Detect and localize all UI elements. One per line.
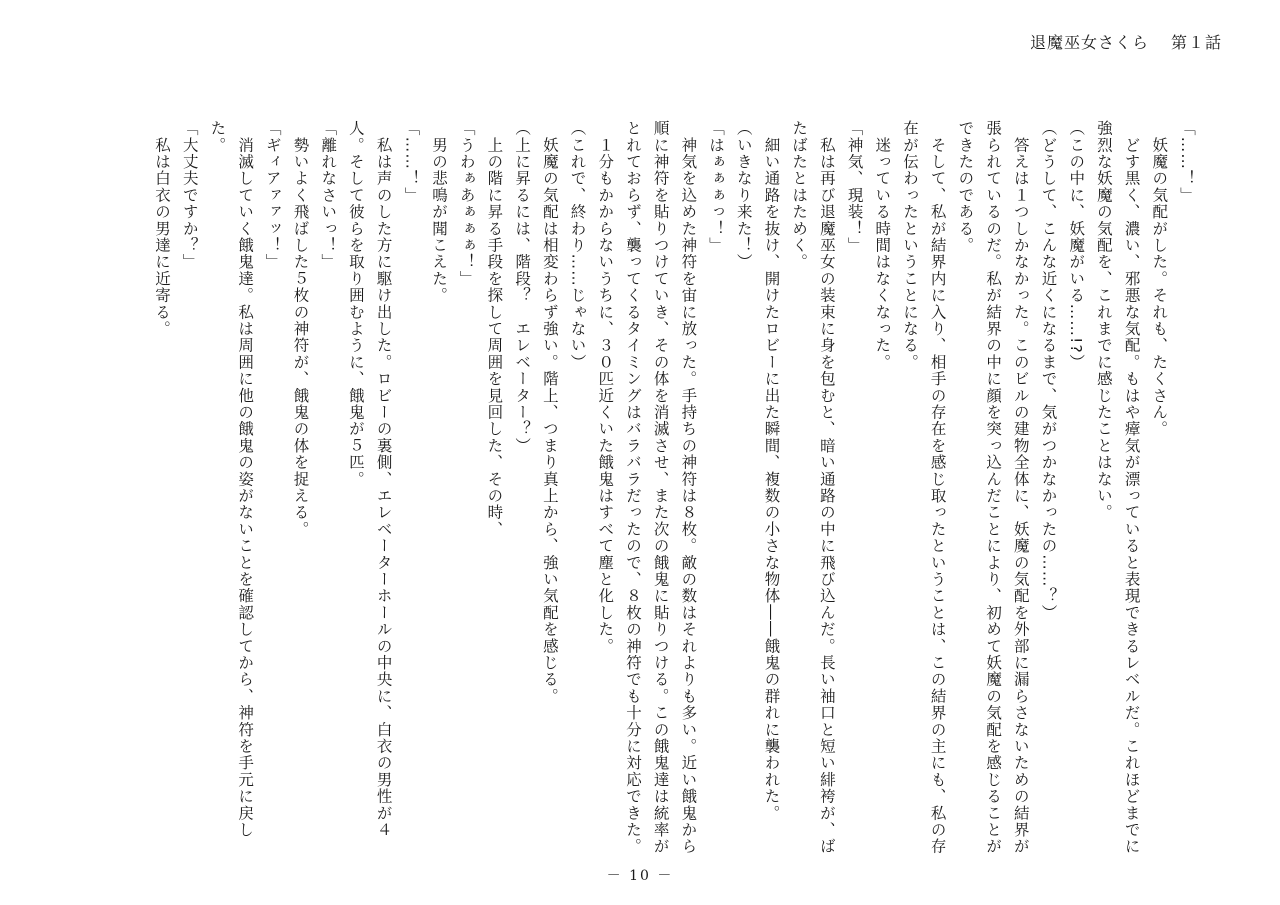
paragraph: （どうして、こんな近くになるまで、気がつかなかったの……？） [1039, 120, 1058, 621]
body-text [75, 120, 1200, 860]
paragraph: 「神気、現装！」 [845, 120, 864, 254]
paragraph: 「離れなさいっ！」 [319, 120, 338, 271]
paragraph: （上に昇るには、階段？ エレベーター？） [513, 120, 532, 454]
paragraph: 私は白衣の男達に近寄る。 [152, 120, 171, 338]
paragraph: １分もかからないうちに、３０匹近くいた餓鬼はすべて塵と化した。 [596, 120, 615, 655]
paragraph: 答えは１つしかなかった。このビルの建物全体に、妖魔の気配を外部に漏らさないための結界が張られているのだ。私が結界の中に顔を突っ込んだことにより、初めて妖魔の気配を感じることができたのである。 [956, 120, 1030, 855]
paragraph: 細い通路を抜け、開けたロビーに出た瞬間、複数の小さな物体――餓鬼の群れに襲われた。 [762, 120, 781, 822]
book-title: 退魔巫女さくら [1029, 33, 1149, 52]
paragraph: （これで、終わり……じゃない） [568, 120, 587, 371]
paragraph: 神気を込めた神符を宙に放った。手持ちの神符は８枚。敵の数はそれよりも多い。近い餓鬼から順に神符を貼りつけていき、その体を消滅させ、また次の餓鬼に貼りつける。この餓鬼達は統率がとれておらず、襲ってくるタイミングはバラバラだったので、８枚の神符でも十分に対応できた。 [623, 120, 698, 855]
paragraph: 私は再び退魔巫女の装束に身を包むと、暗い通路の中に飛び込んだ。長い袖口と短い緋袴が、ばたばたとはためく。 [790, 120, 836, 855]
paragraph: 男の悲鳴が聞こえた。 [430, 120, 449, 304]
paragraph: 「……！」 [402, 120, 421, 204]
page-header [1030, 30, 1222, 53]
paragraph: そして、私が結界内に入り、相手の存在を感じ取ったということは、この結界の主にも、私の存在が伝わったということになる。 [900, 120, 947, 855]
chapter-label: 第１話 [1170, 33, 1222, 52]
paragraph: 私は声のした方に駆け出した。ロビーの裏側、エレベーターホールの中央に、白衣の男性が４人。そして彼らを取り囲むように、餓鬼が５匹。 [346, 120, 393, 839]
paragraph: 「大丈夫ですか？」 [180, 120, 199, 271]
paragraph: 消滅していく餓鬼達。私は周囲に他の餓鬼の姿がないことを確認してから、神符を手元に戻した。 [208, 120, 255, 839]
paragraph: 妖魔の気配は相変わらず強い。階上、つまり真上から、強い気配を感じる。 [540, 120, 559, 705]
paragraph: （いきなり来た！） [734, 120, 753, 271]
page-number: － 10 － [606, 868, 674, 884]
paragraph: （この中に、妖魔がいる……!?） [1067, 120, 1086, 371]
paragraph: どす黒く、濃い、邪悪な気配。もはや瘴気が漂っていると表現できるレベルだ。これほどまでに強烈な妖魔の気配を、これまでに感じたことはない。 [1094, 120, 1141, 855]
paragraph: 迷っている時間はなくなった。 [873, 120, 892, 371]
paragraph: 「はぁぁぁっ！」 [707, 120, 726, 254]
paragraph: 「うわぁあぁぁぁ！」 [457, 120, 476, 287]
paragraph: 「……！」 [1178, 120, 1196, 204]
paragraph: 上の階に昇る手段を探して周囲を見回した、その時、 [485, 120, 504, 538]
paragraph: 妖魔の気配がした。それも、たくさん。 [1150, 120, 1169, 438]
paragraph: 勢いよく飛ばした５枚の神符が、餓鬼の体を捉える。 [291, 120, 310, 538]
paragraph: 「ギィアァァッ！」 [263, 120, 282, 271]
